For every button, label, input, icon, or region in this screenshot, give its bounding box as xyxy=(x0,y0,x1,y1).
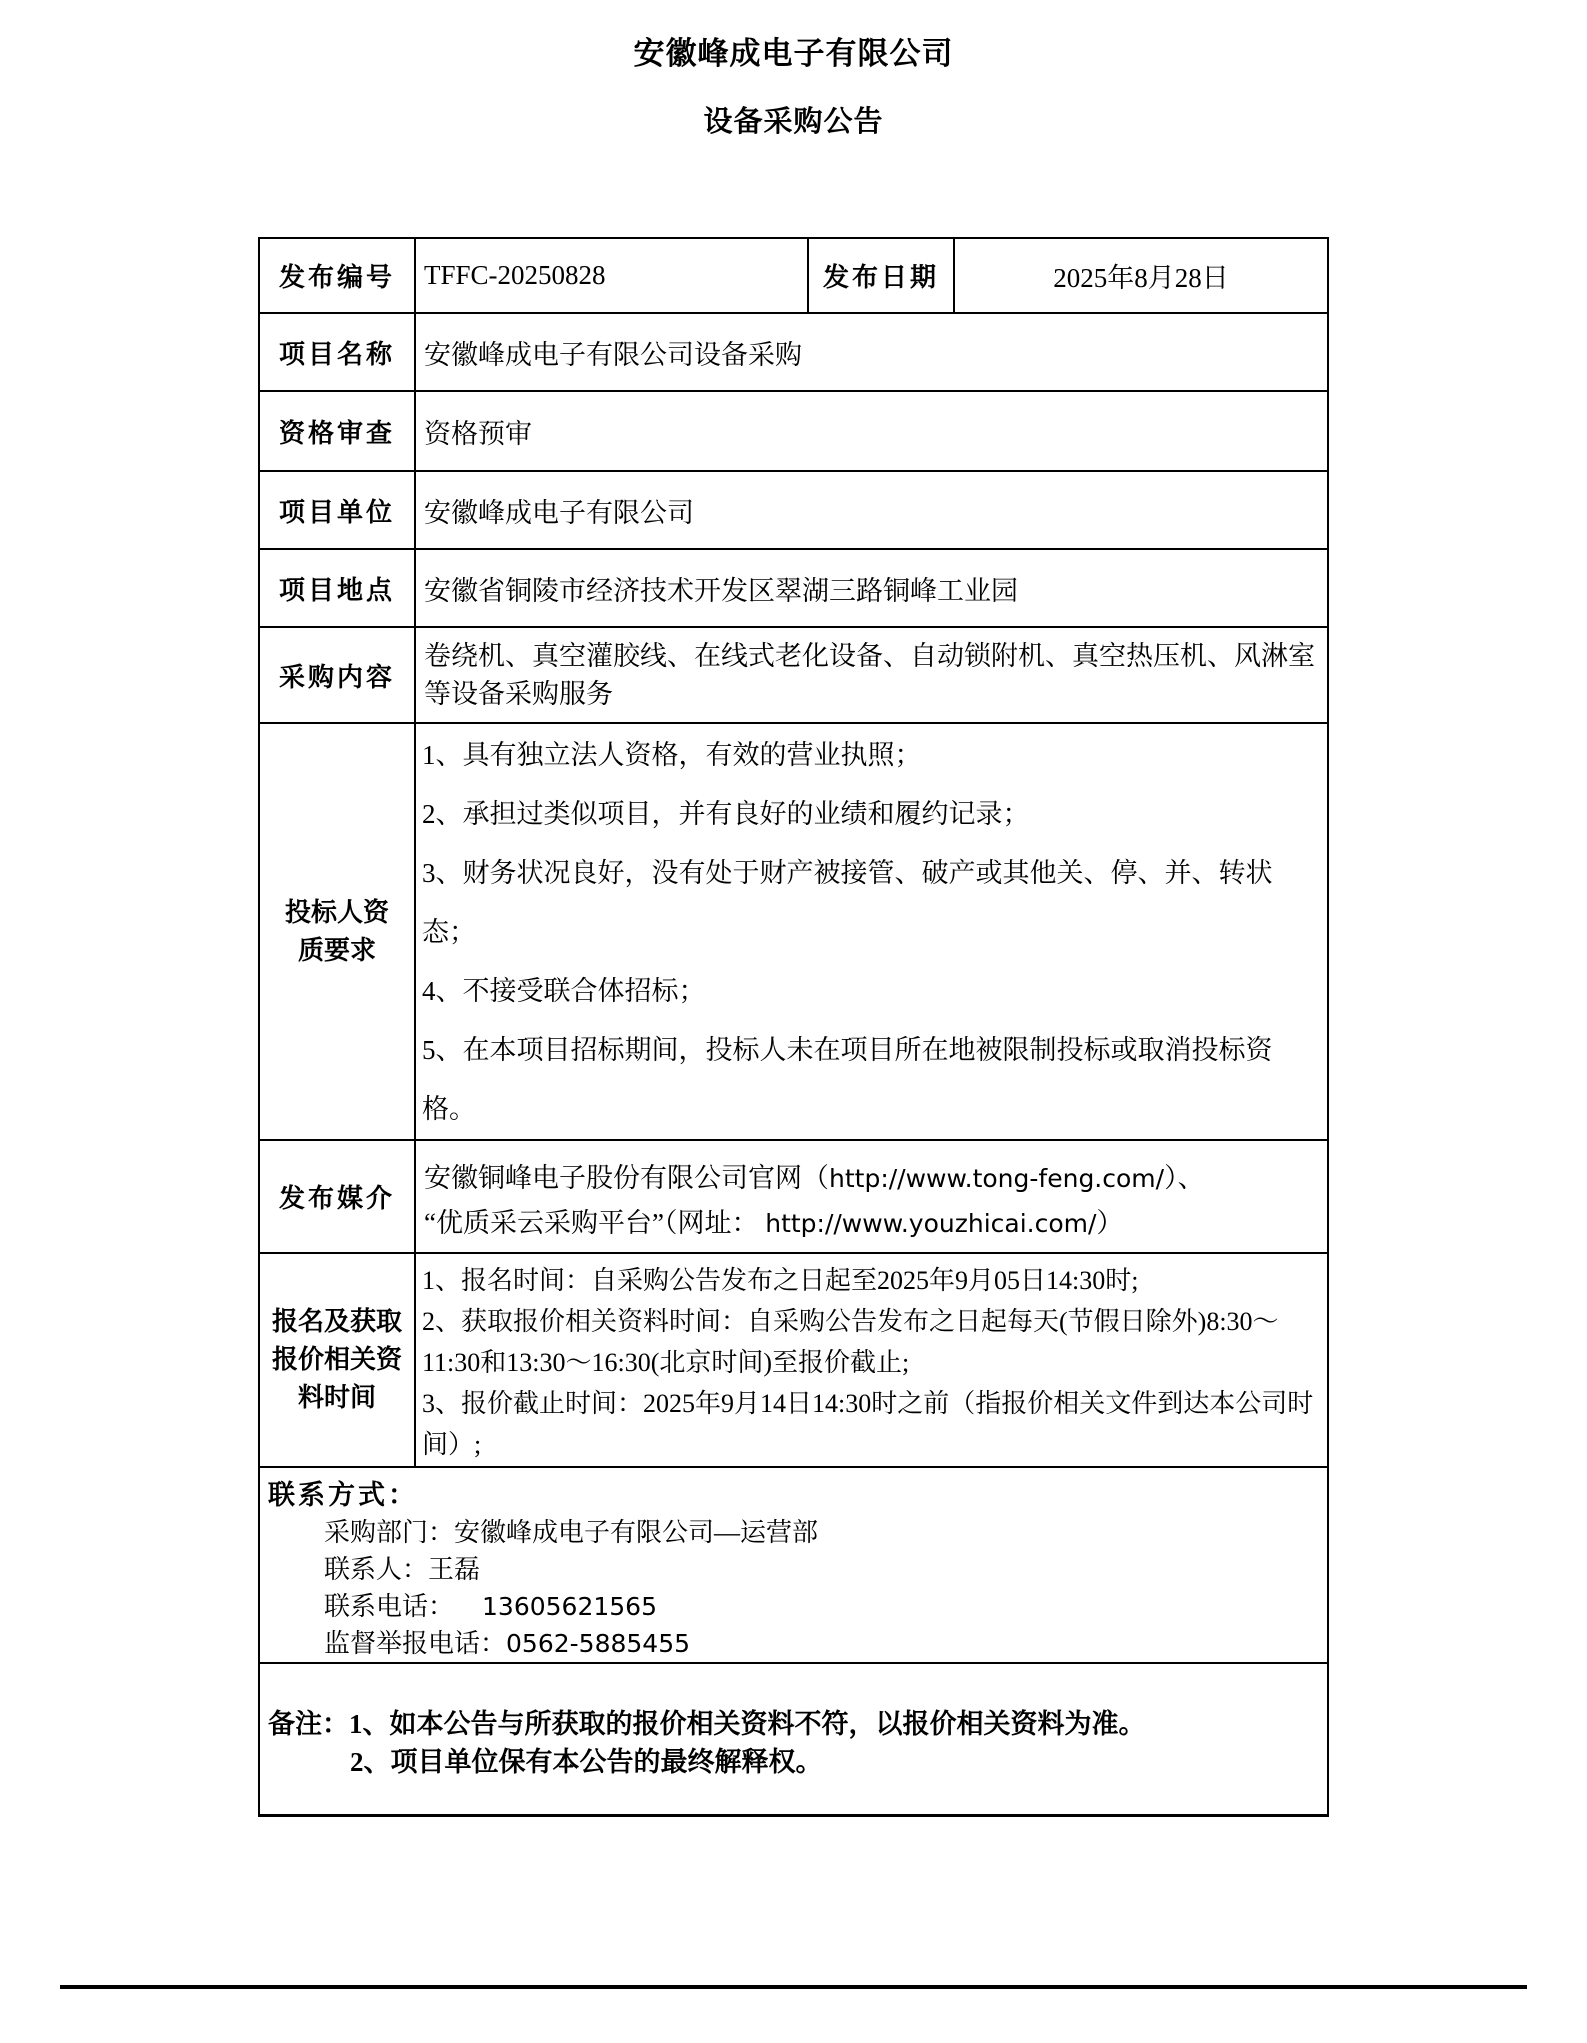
document-subtitle: 设备采购公告 xyxy=(703,106,884,138)
contact-heading: 联系方式： xyxy=(268,1480,418,1510)
value-procurement-content: 卷绕机、真空灌胶线、在线式老化设备、自动锁附机、真空热压机、风淋室等设备采购服务 xyxy=(415,627,1328,723)
row-remarks xyxy=(259,1663,1328,1815)
contact-department xyxy=(324,1514,1317,1551)
row-schedule xyxy=(259,1253,1328,1467)
label-schedule-line2: 报价相关资 xyxy=(271,1345,402,1374)
label-project-location: 项目地点 xyxy=(259,549,415,627)
row-publish-media xyxy=(259,1140,1328,1253)
media-line2-suffix: ） xyxy=(1096,1207,1124,1238)
label-bidder-qualifications xyxy=(259,723,415,1140)
contact-report-label: 监督举报电话： xyxy=(324,1629,507,1658)
value-project-unit: 安徽峰成电子有限公司 xyxy=(415,471,1328,549)
remark-item-2: 2、项目单位保有本公告的最终解释权。 xyxy=(350,1746,823,1777)
remark-item-1: 1、如本公告与所获取的报价相关资料不符，以报价相关资料为准。 xyxy=(349,1708,1146,1739)
announcement-table xyxy=(258,237,1329,1817)
row-publish xyxy=(259,238,1328,313)
label-project-name: 项目名称 xyxy=(259,313,415,391)
contact-person-value: 王磊 xyxy=(428,1555,481,1584)
label-bidder-qualifications-line2: 质要求 xyxy=(297,935,376,965)
label-publish-number: 发布编号 xyxy=(259,238,415,313)
schedule-item: 1、报名时间：自采购公告发布之日起至2025年9月05日14:30时; xyxy=(422,1265,1139,1295)
value-publish-date: 2025年8月28日 xyxy=(954,238,1328,313)
value-project-name: 安徽峰成电子有限公司设备采购 xyxy=(415,313,1328,391)
qualification-item: 2、承担过类似项目，并有良好的业绩和履约记录； xyxy=(422,799,1030,829)
row-project-name xyxy=(259,313,1328,391)
media-line2-prefix: “优质采云采购平台”（网址： xyxy=(424,1207,766,1238)
contact-person-label: 联系人： xyxy=(324,1555,429,1584)
media-url-tongfeng: http://www.tong-feng.com/ xyxy=(829,1163,1165,1193)
contact-phone xyxy=(324,1588,1317,1625)
value-bidder-qualifications xyxy=(415,723,1328,1140)
label-project-unit: 项目单位 xyxy=(259,471,415,549)
row-contact xyxy=(259,1467,1328,1663)
contact-section xyxy=(259,1467,1328,1663)
schedule-item: 2、获取报价相关资料时间：自采购公告发布之日起每天(节假日除外)8:30～11:30和13:30～16:30(北京时间)至报价截止; xyxy=(422,1306,1279,1377)
value-publish-media xyxy=(415,1140,1328,1253)
label-procurement-content: 采购内容 xyxy=(259,627,415,723)
label-qualification-review: 资格审查 xyxy=(259,391,415,471)
label-schedule xyxy=(259,1253,415,1467)
document-title: 安徽峰成电子有限公司 xyxy=(633,36,954,71)
label-schedule-line3: 料时间 xyxy=(297,1383,376,1412)
qualification-item: 4、不接受联合体招标； xyxy=(422,976,706,1006)
media-line1-prefix: 安徽铜峰电子股份有限公司官网（ xyxy=(424,1162,829,1193)
media-line1-suffix: ）、 xyxy=(1164,1162,1205,1193)
value-qualification-review: 资格预审 xyxy=(415,391,1328,471)
contact-report-value: 0562-5885455 xyxy=(506,1629,690,1658)
label-publish-media: 发布媒介 xyxy=(259,1140,415,1253)
media-line-1 xyxy=(424,1156,1319,1201)
remarks-section xyxy=(259,1663,1328,1815)
remark-line-1 xyxy=(268,1705,1317,1743)
remarks-label: 备注： xyxy=(268,1708,349,1739)
row-procurement-content xyxy=(259,627,1328,723)
qualification-item: 1、具有独立法人资格，有效的营业执照； xyxy=(422,740,922,770)
footer-divider xyxy=(60,1985,1527,1989)
value-schedule xyxy=(415,1253,1328,1467)
value-publish-number: TFFC-20250828 xyxy=(415,238,808,313)
row-project-location xyxy=(259,549,1328,627)
schedule-item: 3、报价截止时间：2025年9月14日14:30时之前（指报价相关文件到达本公司时间）; xyxy=(422,1388,1314,1459)
label-publish-date: 发布日期 xyxy=(808,238,954,313)
label-schedule-line1: 报名及获取 xyxy=(271,1307,402,1336)
label-bidder-qualifications-line1: 投标人资 xyxy=(284,897,389,927)
contact-phone-value: 13605621565 xyxy=(482,1592,657,1621)
value-project-location: 安徽省铜陵市经济技术开发区翠湖三路铜峰工业园 xyxy=(415,549,1328,627)
row-bidder-qualifications xyxy=(259,723,1328,1140)
remark-line-2 xyxy=(350,1743,1317,1781)
media-line-2 xyxy=(424,1201,1319,1246)
qualification-item: 5、在本项目招标期间，投标人未在项目所在地被限制投标或取消投标资格。 xyxy=(422,1035,1273,1124)
qualification-item: 3、财务状况良好，没有处于财产被接管、破产或其他关、停、并、转状态； xyxy=(422,858,1273,947)
row-qualification-review xyxy=(259,391,1328,471)
row-project-unit xyxy=(259,471,1328,549)
contact-department-label: 采购部门： xyxy=(324,1518,455,1547)
contact-report-phone xyxy=(324,1625,1317,1662)
contact-department-value: 安徽峰成电子有限公司—运营部 xyxy=(454,1518,819,1547)
contact-phone-label: 联系电话： xyxy=(324,1592,455,1621)
contact-person xyxy=(324,1551,1317,1588)
media-url-youzhicai: http://www.youzhicai.com/ xyxy=(765,1208,1097,1238)
